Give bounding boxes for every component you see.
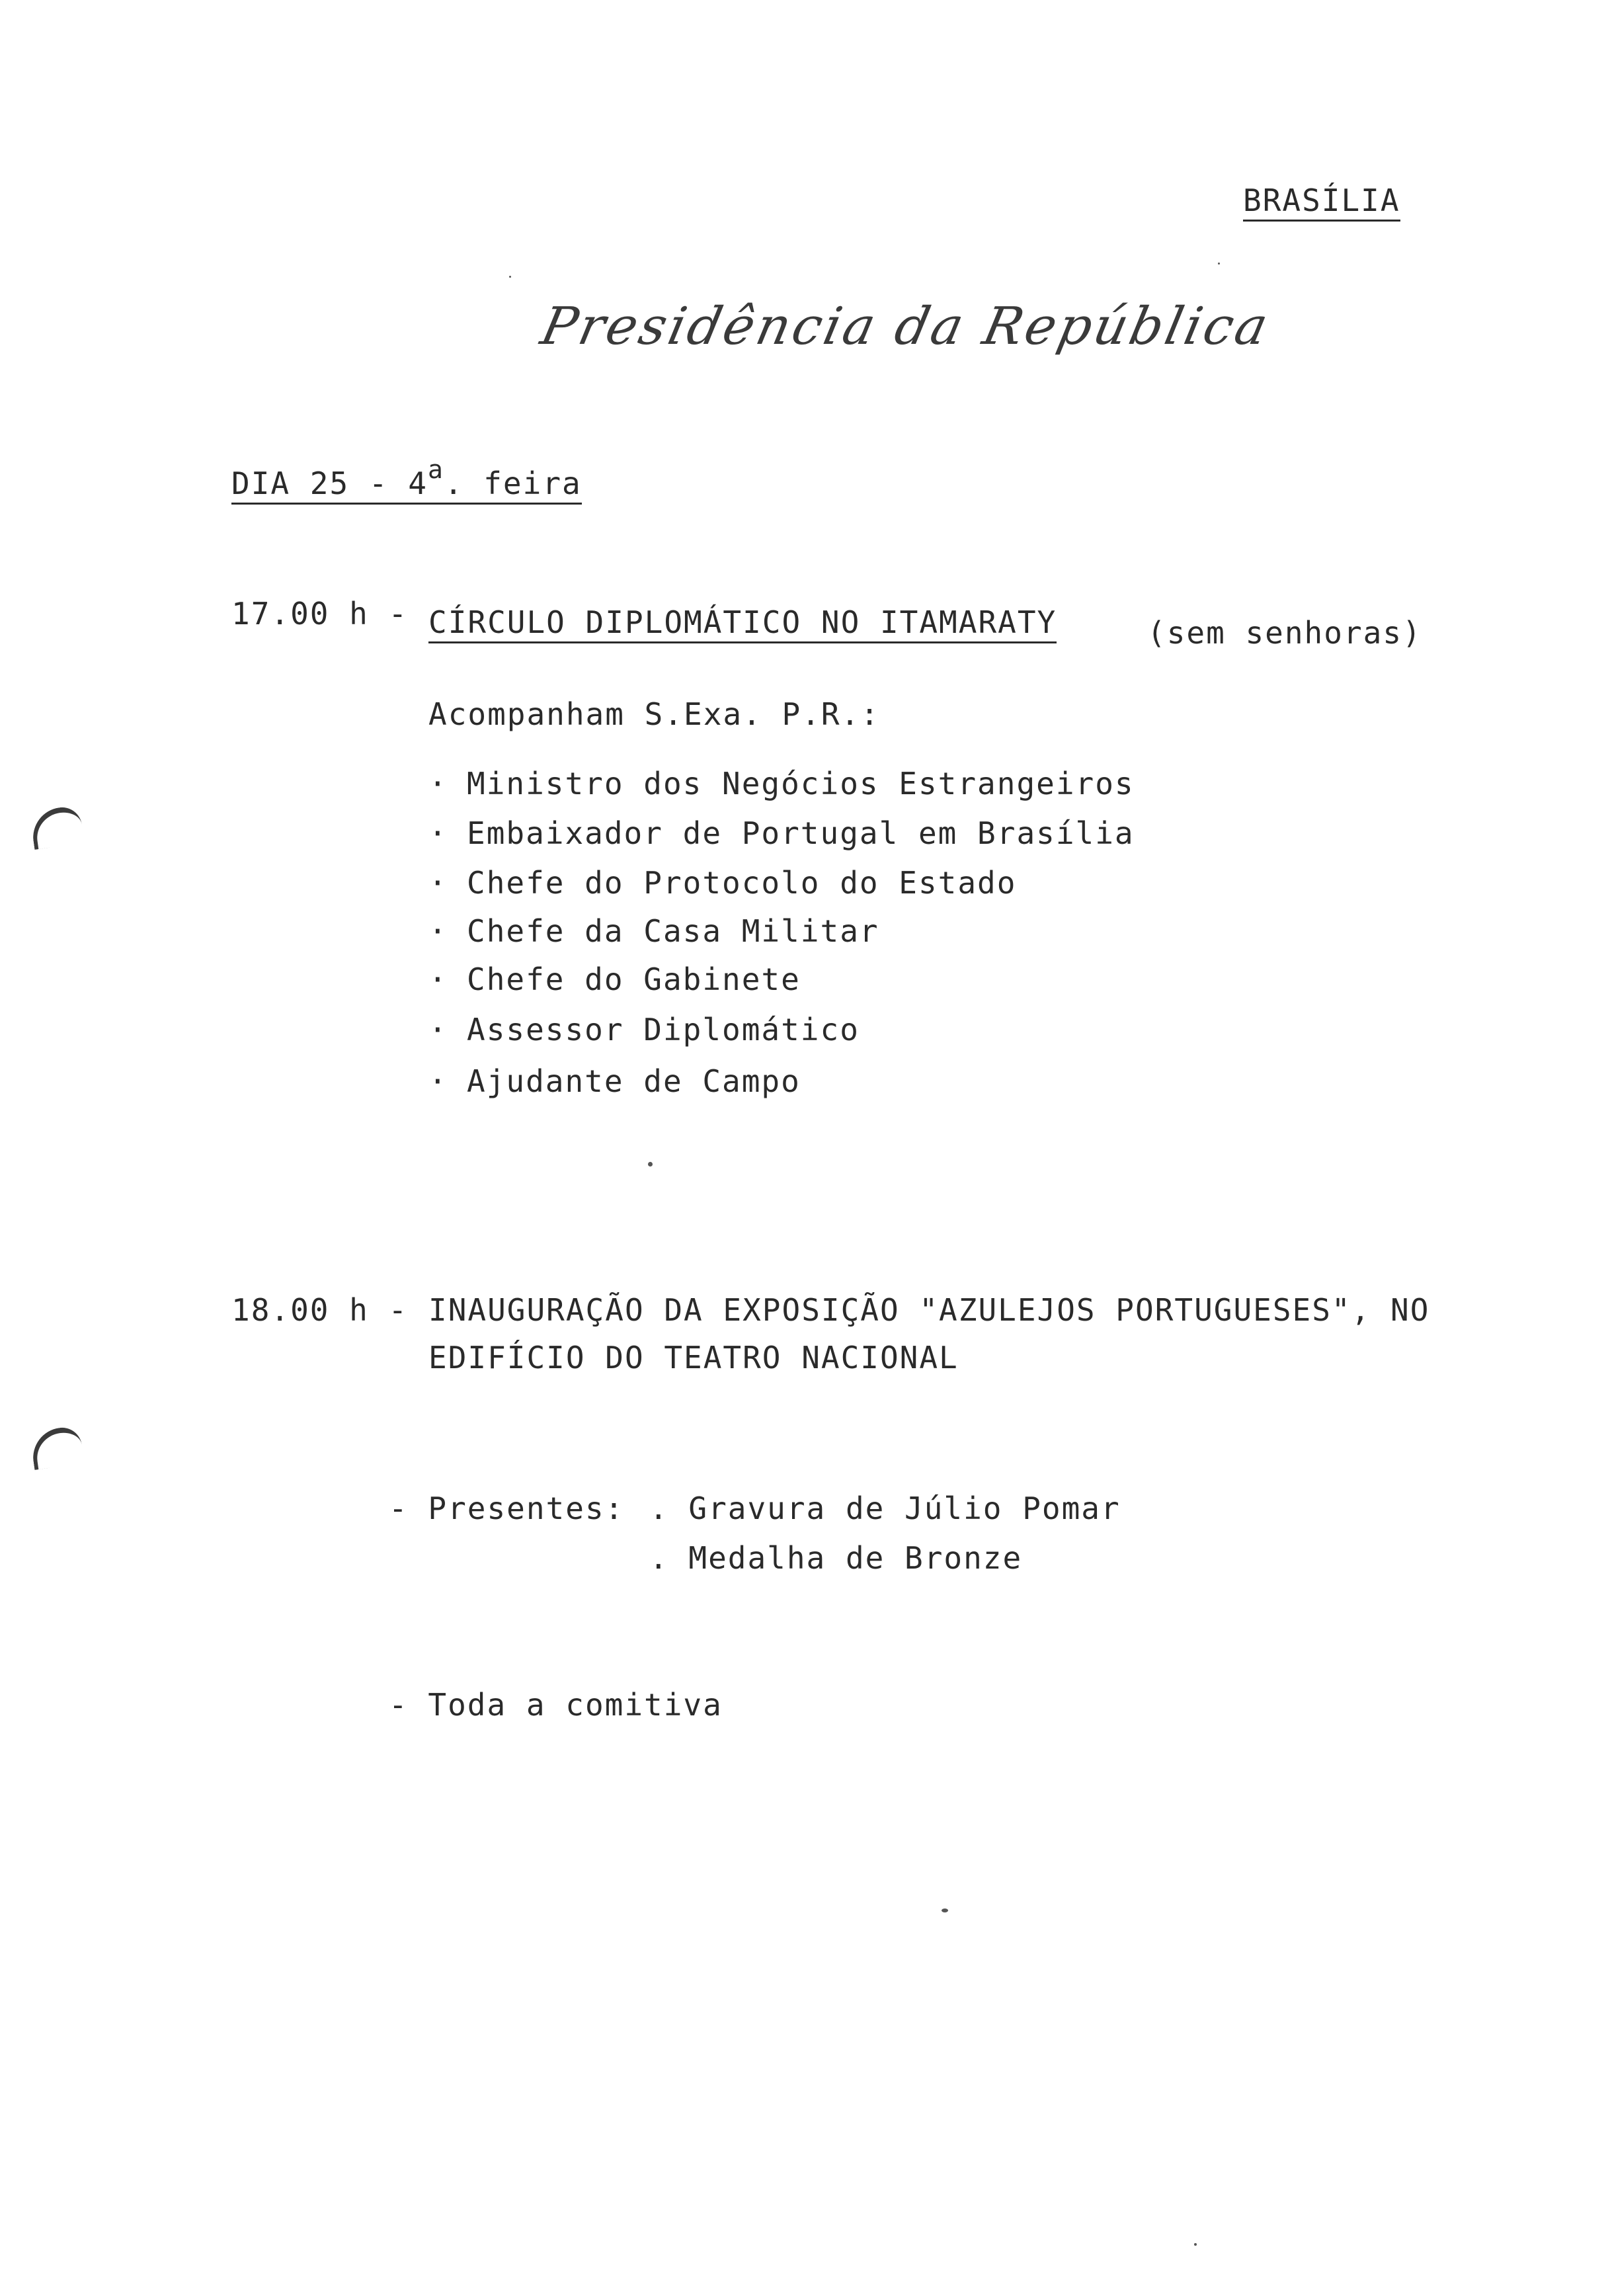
bullet-icon: · bbox=[428, 815, 448, 851]
day-suffix: . feira bbox=[444, 466, 582, 501]
event2-gifts-label: - Presentes: bbox=[389, 1491, 625, 1526]
bullet-icon: · bbox=[428, 962, 448, 997]
attendee-item bbox=[428, 964, 801, 995]
scan-speck bbox=[648, 1162, 653, 1167]
attendee-label: Embaixador de Portugal em Brasília bbox=[467, 815, 1135, 851]
event2-title-line1: INAUGURAÇÃO DA EXPOSIÇÃO "AZULEJOS PORTUGUESES", NO bbox=[428, 1292, 1430, 1328]
attendee-label: Ministro dos Negócios Estrangeiros bbox=[467, 766, 1135, 801]
bullet-icon: · bbox=[428, 1063, 448, 1099]
event2-gift-item: . Medalha de Bronze bbox=[649, 1540, 1023, 1576]
attendee-item bbox=[428, 768, 1135, 799]
event2-title-line2: EDIFÍCIO DO TEATRO NACIONAL bbox=[428, 1340, 959, 1375]
attendee-label: Assessor Diplomático bbox=[467, 1012, 860, 1047]
scan-speck bbox=[942, 1908, 948, 1912]
letterhead-presidencia: Presidência da República bbox=[536, 297, 1276, 356]
bullet-icon: · bbox=[428, 1012, 448, 1047]
attendee-item bbox=[428, 865, 1017, 901]
event1-note: (sem senhoras) bbox=[1147, 615, 1422, 651]
bullet-icon: · bbox=[428, 766, 448, 801]
attendee-label: Chefe do Gabinete bbox=[467, 962, 801, 997]
bullet-icon: · bbox=[428, 865, 448, 901]
attendee-label: Chefe da Casa Militar bbox=[467, 913, 879, 949]
attendee-label: Ajudante de Campo bbox=[467, 1063, 801, 1099]
binder-hole-mark bbox=[29, 1425, 84, 1470]
event2-time: 18.00 h - bbox=[231, 1292, 409, 1328]
day-heading bbox=[231, 455, 582, 505]
city-heading: BRASÍLIA bbox=[1243, 185, 1400, 222]
bullet-icon: · bbox=[428, 913, 448, 949]
attendee-item bbox=[428, 1063, 801, 1099]
attendee-label: Chefe do Protocolo do Estado bbox=[467, 865, 1017, 901]
event1-title: CÍRCULO DIPLOMÁTICO NO ITAMARATY bbox=[428, 607, 1057, 643]
event1-time: 17.00 h - bbox=[231, 596, 409, 632]
attendee-item bbox=[428, 913, 879, 949]
event2-party: - Toda a comitiva bbox=[389, 1687, 723, 1723]
day-ordinal: a bbox=[427, 455, 444, 484]
event2-gift-item: . Gravura de Júlio Pomar bbox=[649, 1491, 1121, 1526]
day-prefix: DIA 25 - 4 bbox=[231, 466, 428, 501]
binder-hole-mark bbox=[29, 805, 84, 850]
attendee-item bbox=[428, 1014, 860, 1045]
scan-speck bbox=[1218, 263, 1220, 265]
event1-intro: Acompanham S.Exa. P.R.: bbox=[428, 696, 880, 732]
attendee-item bbox=[428, 815, 1135, 851]
scan-speck bbox=[509, 276, 511, 278]
scan-speck bbox=[1194, 2243, 1197, 2246]
